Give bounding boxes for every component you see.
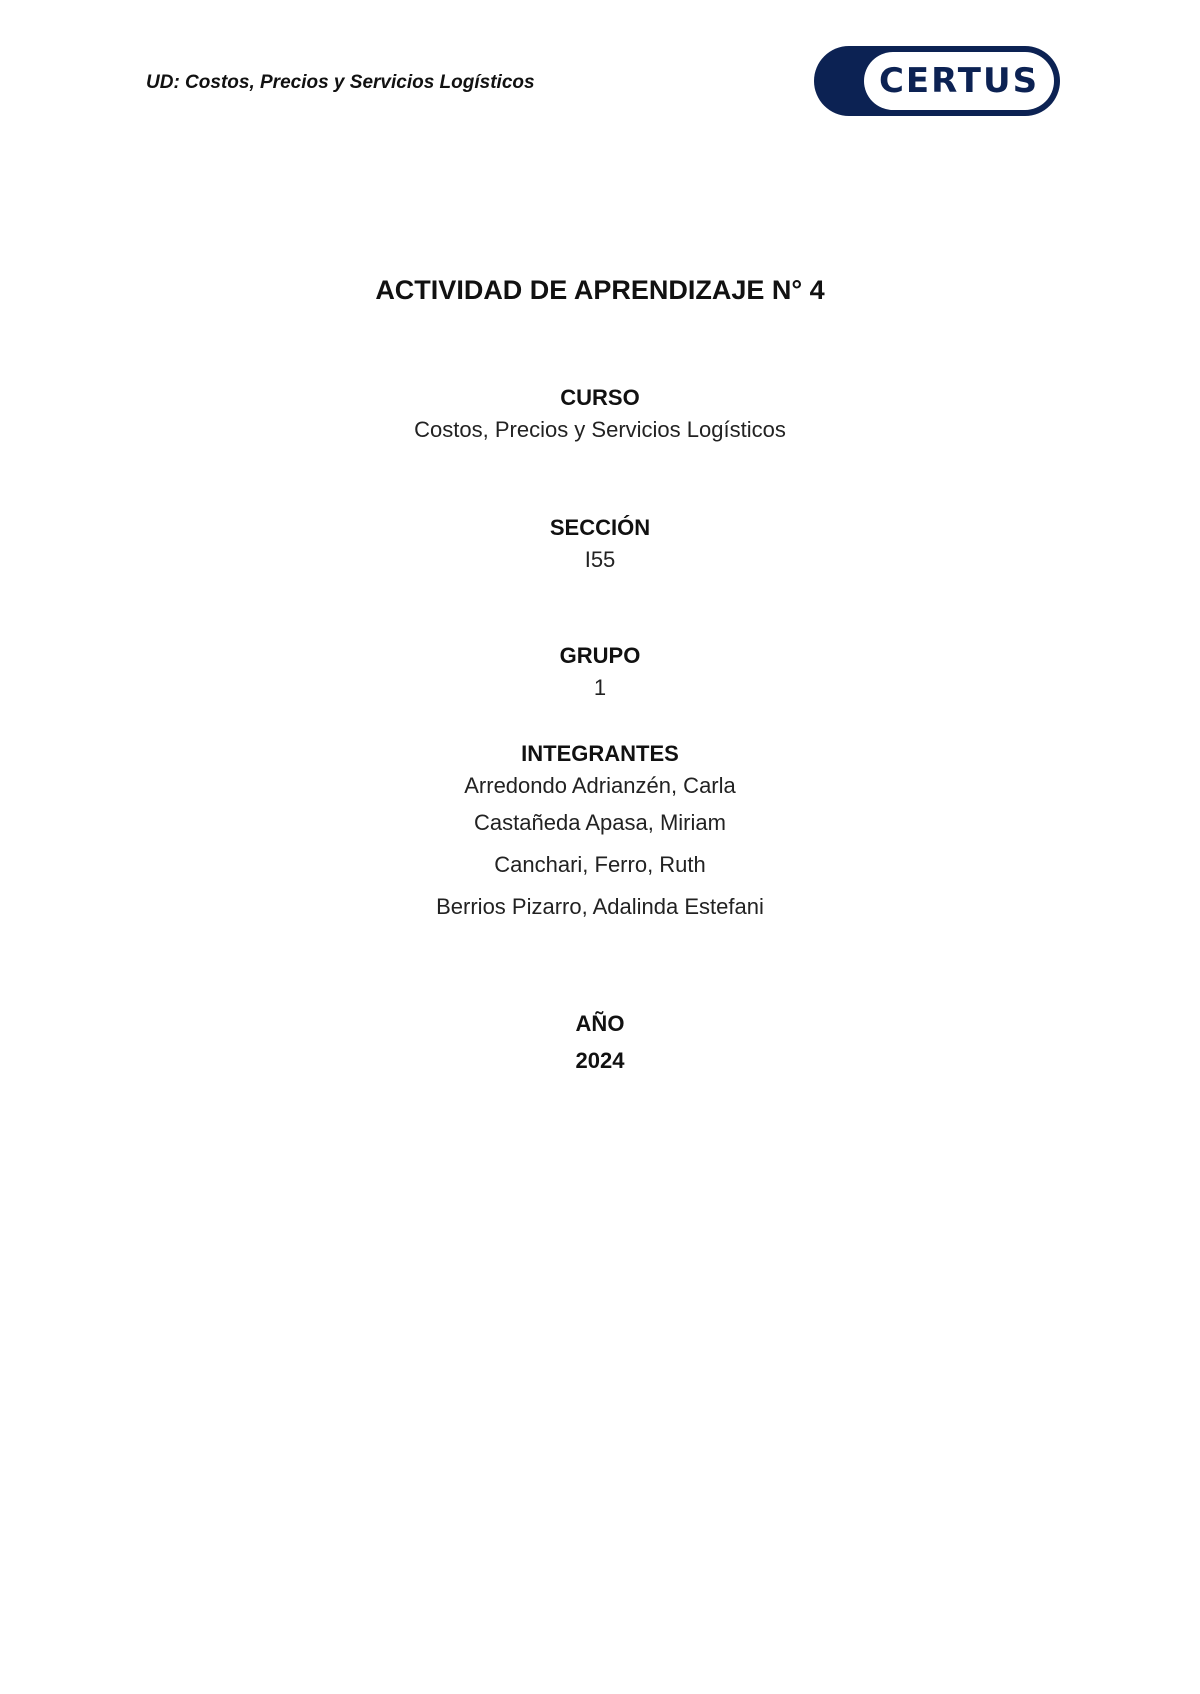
seccion-value: I55 [584,547,616,572]
seccion-label: SECCIÓN [549,515,651,540]
member-name: Canchari, Ferro, Ruth [494,852,706,877]
header-course-title: UD: Costos, Precios y Servicios Logísticos [146,72,535,93]
seccion-block [0,512,1200,576]
grupo-label: GRUPO [559,643,641,668]
member-name: Berrios Pizarro, Adalinda Estefani [436,894,764,919]
integrantes-block [0,738,1200,928]
certus-logo [814,46,1060,116]
grupo-block [0,640,1200,704]
grupo-value: 1 [593,675,607,700]
curso-block [0,382,1200,446]
document-title: ACTIVIDAD DE APRENDIZAJE N° 4 [375,275,825,305]
curso-label: CURSO [560,385,640,410]
page-header [0,0,1200,130]
integrantes-label: INTEGRANTES [521,741,679,766]
member-name: Arredondo Adrianzén, Carla [464,773,736,798]
logo-text: CERTUS [878,61,1040,101]
anio-value: 2024 [575,1048,625,1073]
cover-content [0,270,1200,1082]
member-name: Castañeda Apasa, Miriam [474,810,726,835]
logo-inner-pill [864,52,1054,110]
curso-value: Costos, Precios y Servicios Logísticos [414,417,786,442]
anio-label: AÑO [575,1011,625,1036]
anio-block [0,1008,1200,1082]
